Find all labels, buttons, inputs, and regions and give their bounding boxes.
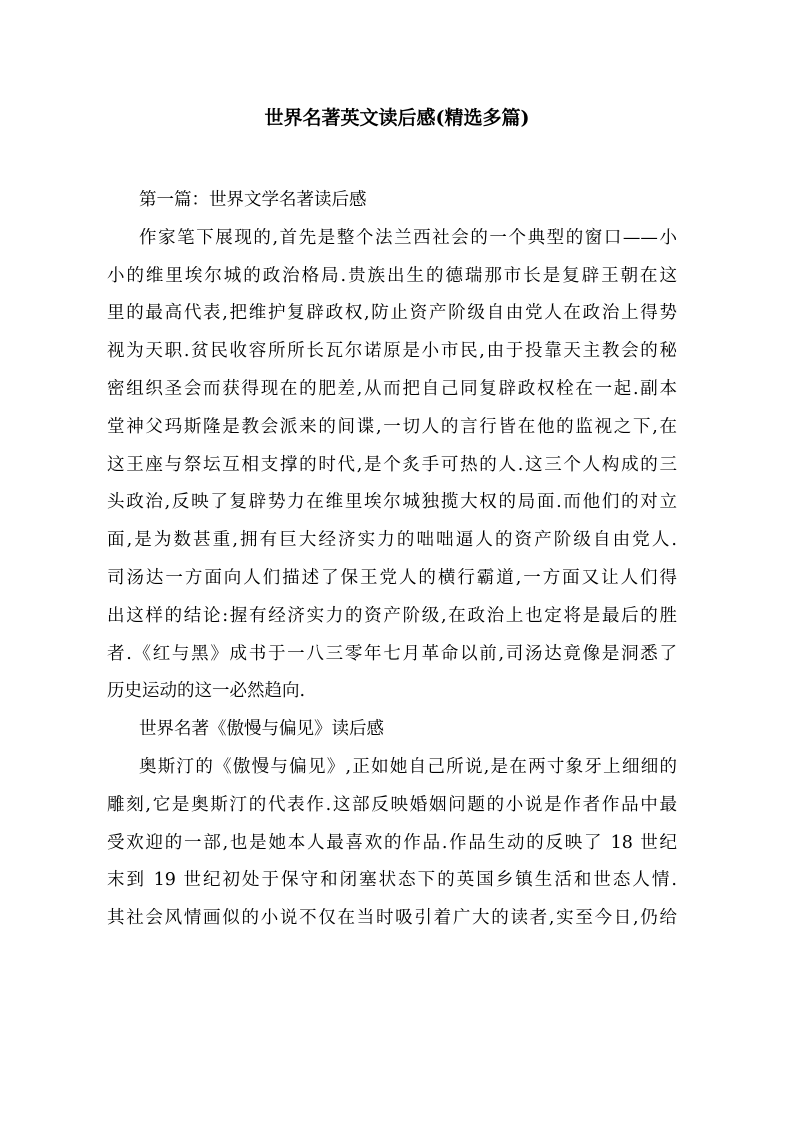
document-title: 世界名著英文读后感(精选多篇) bbox=[264, 107, 530, 129]
text-line: 受欢迎的一部,也是她本人最喜欢的作品.作品生动的反映了 18 世纪 bbox=[107, 832, 677, 853]
text-line: 雕刻,它是奥斯汀的代表作.这部反映婚姻问题的小说是作者作品中最 bbox=[107, 794, 677, 815]
text-line: 小的维里埃尔城的政治格局.贵族出生的德瑞那市长是复辟王朝在这 bbox=[107, 265, 677, 286]
text-line: 面,是为数甚重,拥有巨大经济实力的咄咄逼人的资产阶级自由党人. bbox=[107, 530, 677, 551]
text-line: 作家笔下展现的,首先是整个法兰西社会的一个典型的窗口——小 bbox=[139, 227, 677, 248]
text-line: 头政治,反映了复辟势力在维里埃尔城独揽大权的局面.而他们的对立 bbox=[107, 492, 677, 513]
text-line: 里的最高代表,把维护复辟政权,防止资产阶级自由党人在政治上得势 bbox=[107, 303, 677, 324]
text-line: 这王座与祭坛互相支撑的时代,是个炙手可热的人.这三个人构成的三 bbox=[107, 454, 677, 475]
text-line: 堂神父玛斯隆是教会派来的间谍,一切人的言行皆在他的监视之下,在 bbox=[107, 416, 677, 437]
text-line: 第一篇：世界文学名著读后感 bbox=[139, 190, 367, 210]
text-line: 历史运动的这一必然趋向. bbox=[107, 681, 306, 702]
document-body bbox=[107, 182, 677, 938]
text-line: 末到 19 世纪初处于保守和闭塞状态下的英国乡镇生活和世态人情. bbox=[107, 870, 677, 891]
text-line: 奥斯汀的《傲慢与偏见》,正如她自己所说,是在两寸象牙上细细的 bbox=[139, 756, 677, 777]
text-line: 密组织圣会而获得现在的肥差,从而把自己同复辟政权栓在一起.副本 bbox=[107, 378, 677, 399]
text-line: 视为天职.贫民收容所所长瓦尔诺原是小市民,由于投靠天主教会的秘 bbox=[107, 341, 677, 362]
text-line: 者.《红与黑》成书于一八三零年七月革命以前,司汤达竟像是洞悉了 bbox=[107, 643, 677, 664]
text-line: 世界名著《傲慢与偏见》读后感 bbox=[139, 719, 384, 740]
text-line: 其社会风情画似的小说不仅在当时吸引着广大的读者,实至今日,仍给 bbox=[107, 908, 677, 929]
text-line: 司汤达一方面向人们描述了保王党人的横行霸道,一方面又让人们得 bbox=[107, 567, 677, 588]
text-line: 出这样的结论:握有经济实力的资产阶级,在政治上也定将是最后的胜 bbox=[107, 605, 677, 626]
